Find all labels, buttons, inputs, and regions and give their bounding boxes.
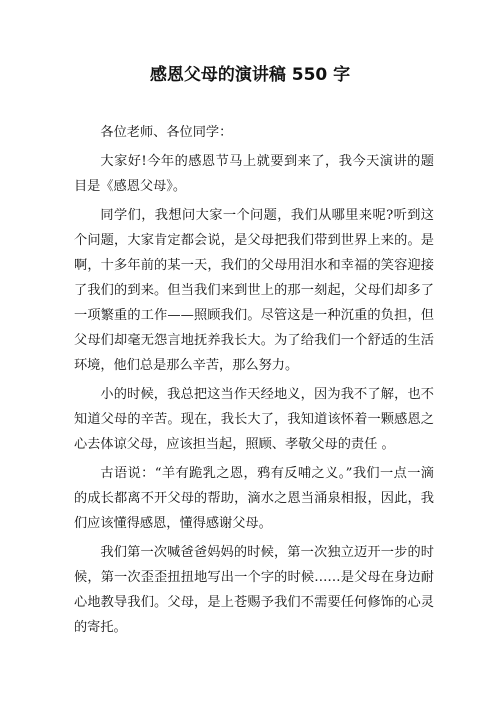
paragraph: 同学们，我想问大家一个问题，我们从哪里来呢?听到这个问题，大家肯定都会说，是父母把我们带到世界上来的。是啊，十多年前的某一天，我们的父母用泪水和幸福的笑容迎接了我们的到来。但当我们来到世上的那一刻起，父母们却多了一项繁重的工作——照顾我们。尽管这是一种沉重的负担，但父母们却毫无怨言地抚养我长大。为了给我们一个舒适的生活环境，他们总是那么辛苦，那么努力。 [74,208,434,373]
paragraph: 大家好!今年的感恩节马上就要到来了，我今天演讲的题目是《感恩父母》。 [74,154,434,194]
document-body [74,120,434,644]
paragraph: 小的时候，我总把这当作天经地义，因为我不了解，也不知道父母的辛苦。现在，我长大了，我知道该怀着一颗感恩之心去体谅父母，应该担当起，照顾、孝敬父母的责任 。 [74,387,434,452]
paragraph: 我们第一次喊爸爸妈妈的时候，第一次独立迈开一步的时候，第一次歪歪扭扭地写出一个字的时候……是父母在身边耐心地教导我们。父母，是上苍赐予我们不需要任何修饰的心灵的寄托。 [74,545,434,635]
document-title: 感恩父母的演讲稿 550 字 [149,65,351,85]
greeting-line: 各位老师、各位同学： [100,125,233,140]
paragraph: 古语说：“羊有跪乳之恩，鸦有反哺之义。”我们一点一滴的成长都离不开父母的帮助，滴水之恩当涌泉相报，因此，我们应该懂得感恩，懂得感谢父母。 [74,466,434,531]
